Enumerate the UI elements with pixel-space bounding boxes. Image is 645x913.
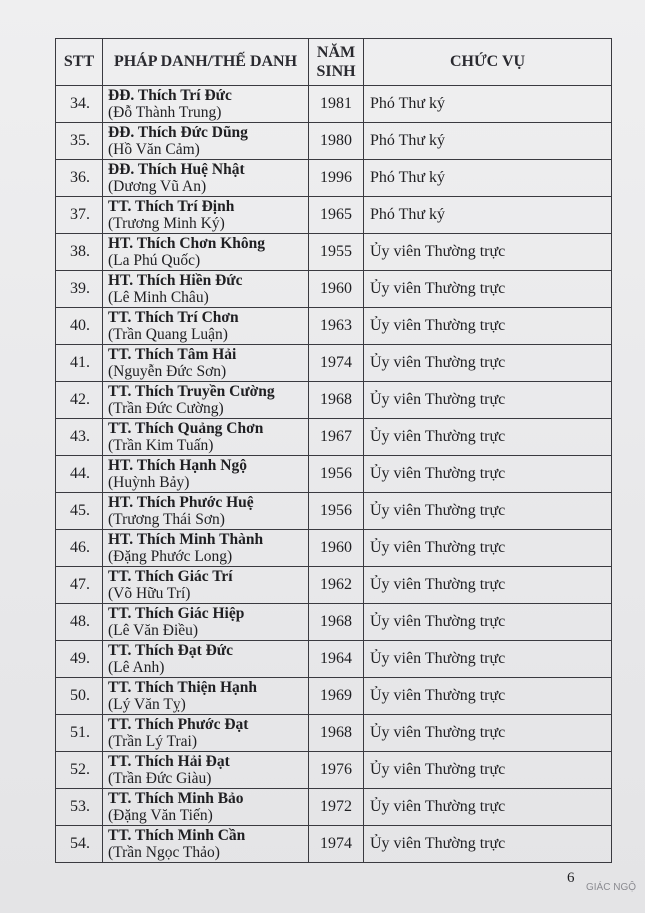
row-birth-year: 1960 <box>309 530 364 567</box>
row-dharma-title: TT. Thích Hải Đạt <box>108 753 230 770</box>
row-position: Phó Thư ký <box>364 86 612 123</box>
row-name-cell <box>103 308 309 345</box>
row-position: Ủy viên Thường trực <box>364 826 612 863</box>
row-name-cell <box>103 641 309 678</box>
row-secular-name: (Trần Đức Cường) <box>108 400 224 417</box>
row-position: Ủy viên Thường trực <box>364 345 612 382</box>
row-birth-year: 1968 <box>309 382 364 419</box>
table-row <box>56 123 612 160</box>
watermark-logo: GIÁC NGỘ <box>586 882 637 893</box>
row-birth-year: 1972 <box>309 789 364 826</box>
row-stt: 44. <box>56 456 103 493</box>
row-name-cell <box>103 419 309 456</box>
row-name-cell <box>103 197 309 234</box>
row-stt: 36. <box>56 160 103 197</box>
row-birth-year: 1964 <box>309 641 364 678</box>
row-birth-year: 1968 <box>309 715 364 752</box>
row-secular-name: (Võ Hữu Trí) <box>108 585 191 602</box>
row-stt: 39. <box>56 271 103 308</box>
row-dharma-title: TT. Thích Phước Đạt <box>108 716 249 733</box>
header-stt: STT <box>56 39 103 86</box>
row-birth-year: 1962 <box>309 567 364 604</box>
row-stt: 54. <box>56 826 103 863</box>
table-row <box>56 826 612 863</box>
row-birth-year: 1967 <box>309 419 364 456</box>
row-stt: 51. <box>56 715 103 752</box>
row-birth-year: 1969 <box>309 678 364 715</box>
row-birth-year: 1996 <box>309 160 364 197</box>
row-birth-year: 1956 <box>309 493 364 530</box>
row-position: Ủy viên Thường trực <box>364 789 612 826</box>
row-position: Ủy viên Thường trực <box>364 641 612 678</box>
table-row <box>56 197 612 234</box>
row-stt: 50. <box>56 678 103 715</box>
row-secular-name: (Trần Ngọc Thảo) <box>108 844 220 861</box>
row-secular-name: (Nguyễn Đức Sơn) <box>108 363 227 380</box>
row-birth-year: 1968 <box>309 604 364 641</box>
row-stt: 42. <box>56 382 103 419</box>
row-position: Ủy viên Thường trực <box>364 308 612 345</box>
row-name-cell <box>103 530 309 567</box>
header-name: PHÁP DANH/THẾ DANH <box>103 39 309 86</box>
row-secular-name: (Huỳnh Bảy) <box>108 474 190 491</box>
row-birth-year: 1974 <box>309 826 364 863</box>
row-position: Ủy viên Thường trực <box>364 567 612 604</box>
page-number: 6 <box>567 870 575 886</box>
row-name-cell <box>103 604 309 641</box>
table-row <box>56 160 612 197</box>
header-year-line1: NĂM <box>316 44 356 61</box>
table-row <box>56 271 612 308</box>
row-name-cell <box>103 715 309 752</box>
row-name-cell <box>103 382 309 419</box>
row-birth-year: 1974 <box>309 345 364 382</box>
row-name-cell <box>103 345 309 382</box>
row-secular-name: (Lê Minh Châu) <box>108 289 209 306</box>
row-position: Ủy viên Thường trực <box>364 678 612 715</box>
row-position: Phó Thư ký <box>364 160 612 197</box>
row-dharma-title: TT. Thích Trí Chơn <box>108 309 239 326</box>
row-birth-year: 1963 <box>309 308 364 345</box>
row-stt: 48. <box>56 604 103 641</box>
row-birth-year: 1960 <box>309 271 364 308</box>
row-dharma-title: TT. Thích Quảng Chơn <box>108 420 264 437</box>
row-dharma-title: HT. Thích Chơn Không <box>108 235 266 252</box>
row-dharma-title: HT. Thích Hạnh Ngộ <box>108 457 247 474</box>
row-secular-name: (Đỗ Thành Trung) <box>108 104 222 121</box>
row-name-cell <box>103 678 309 715</box>
row-dharma-title: TT. Thích Minh Cần <box>108 827 246 844</box>
row-birth-year: 1980 <box>309 123 364 160</box>
row-dharma-title: HT. Thích Hiền Đức <box>108 272 243 289</box>
row-secular-name: (La Phú Quốc) <box>108 252 201 269</box>
table-row <box>56 567 612 604</box>
table-row <box>56 641 612 678</box>
row-stt: 35. <box>56 123 103 160</box>
row-birth-year: 1955 <box>309 234 364 271</box>
row-position: Phó Thư ký <box>364 197 612 234</box>
row-stt: 47. <box>56 567 103 604</box>
table-row <box>56 493 612 530</box>
header-role: CHỨC VỤ <box>364 39 612 86</box>
row-name-cell <box>103 752 309 789</box>
row-secular-name: (Trần Đức Giàu) <box>108 770 212 787</box>
table-row <box>56 456 612 493</box>
header-row <box>56 39 612 86</box>
row-name-cell <box>103 789 309 826</box>
row-stt: 43. <box>56 419 103 456</box>
row-stt: 37. <box>56 197 103 234</box>
table-row <box>56 604 612 641</box>
row-secular-name: (Lê Văn Điều) <box>108 622 199 639</box>
row-stt: 34. <box>56 86 103 123</box>
row-secular-name: (Đặng Phước Long) <box>108 548 233 565</box>
row-name-cell <box>103 271 309 308</box>
row-dharma-title: ĐĐ. Thích Huệ Nhật <box>108 161 245 178</box>
table-row <box>56 345 612 382</box>
row-stt: 46. <box>56 530 103 567</box>
row-secular-name: (Dương Vũ An) <box>108 178 207 195</box>
row-dharma-title: ĐĐ. Thích Đức Dũng <box>108 124 248 141</box>
table-row <box>56 678 612 715</box>
row-name-cell <box>103 234 309 271</box>
row-secular-name: (Hồ Văn Cảm) <box>108 141 200 158</box>
row-position: Ủy viên Thường trực <box>364 456 612 493</box>
table-row <box>56 419 612 456</box>
row-position: Ủy viên Thường trực <box>364 234 612 271</box>
table-row <box>56 789 612 826</box>
row-dharma-title: HT. Thích Minh Thành <box>108 531 264 548</box>
row-position: Ủy viên Thường trực <box>364 604 612 641</box>
row-stt: 53. <box>56 789 103 826</box>
row-name-cell <box>103 456 309 493</box>
row-secular-name: (Trương Thái Sơn) <box>108 511 225 528</box>
row-secular-name: (Đặng Văn Tiến) <box>108 807 213 824</box>
table-row <box>56 530 612 567</box>
row-birth-year: 1981 <box>309 86 364 123</box>
row-birth-year: 1965 <box>309 197 364 234</box>
table-row <box>56 752 612 789</box>
row-birth-year: 1956 <box>309 456 364 493</box>
row-secular-name: (Trần Kim Tuấn) <box>108 437 214 454</box>
table-row <box>56 382 612 419</box>
row-position: Ủy viên Thường trực <box>364 752 612 789</box>
row-dharma-title: TT. Thích Trí Định <box>108 198 235 215</box>
row-position: Ủy viên Thường trực <box>364 382 612 419</box>
row-secular-name: (Lý Văn Tỵ) <box>108 696 186 713</box>
row-dharma-title: TT. Thích Giác Trí <box>108 568 233 585</box>
row-name-cell <box>103 160 309 197</box>
row-position: Ủy viên Thường trực <box>364 715 612 752</box>
row-name-cell <box>103 493 309 530</box>
row-secular-name: (Trần Quang Luận) <box>108 326 228 343</box>
row-stt: 49. <box>56 641 103 678</box>
row-dharma-title: HT. Thích Phước Huệ <box>108 494 254 511</box>
row-stt: 40. <box>56 308 103 345</box>
row-position: Ủy viên Thường trực <box>364 530 612 567</box>
row-birth-year: 1976 <box>309 752 364 789</box>
row-position: Ủy viên Thường trực <box>364 419 612 456</box>
table-row <box>56 308 612 345</box>
row-stt: 52. <box>56 752 103 789</box>
row-dharma-title: TT. Thích Giác Hiệp <box>108 605 245 622</box>
row-name-cell <box>103 123 309 160</box>
row-secular-name: (Trần Lý Trai) <box>108 733 197 750</box>
table-body <box>56 86 612 863</box>
row-stt: 41. <box>56 345 103 382</box>
row-dharma-title: TT. Thích Thiện Hạnh <box>108 679 258 696</box>
row-stt: 38. <box>56 234 103 271</box>
row-name-cell <box>103 567 309 604</box>
table-row <box>56 234 612 271</box>
row-name-cell <box>103 826 309 863</box>
row-dharma-title: ĐĐ. Thích Trí Đức <box>108 87 232 104</box>
row-dharma-title: TT. Thích Minh Bảo <box>108 790 244 807</box>
row-position: Ủy viên Thường trực <box>364 271 612 308</box>
header-year <box>309 39 364 86</box>
row-dharma-title: TT. Thích Truyền Cường <box>108 383 275 400</box>
roster-table <box>55 38 612 863</box>
row-stt: 45. <box>56 493 103 530</box>
row-position: Phó Thư ký <box>364 123 612 160</box>
row-secular-name: (Trương Minh Ký) <box>108 215 225 232</box>
row-name-cell <box>103 86 309 123</box>
header-year-line2: SINH <box>316 63 356 80</box>
table-row <box>56 715 612 752</box>
row-dharma-title: TT. Thích Đạt Đức <box>108 642 233 659</box>
row-secular-name: (Lê Anh) <box>108 659 165 676</box>
table-row <box>56 86 612 123</box>
row-dharma-title: TT. Thích Tâm Hải <box>108 346 237 363</box>
row-position: Ủy viên Thường trực <box>364 493 612 530</box>
